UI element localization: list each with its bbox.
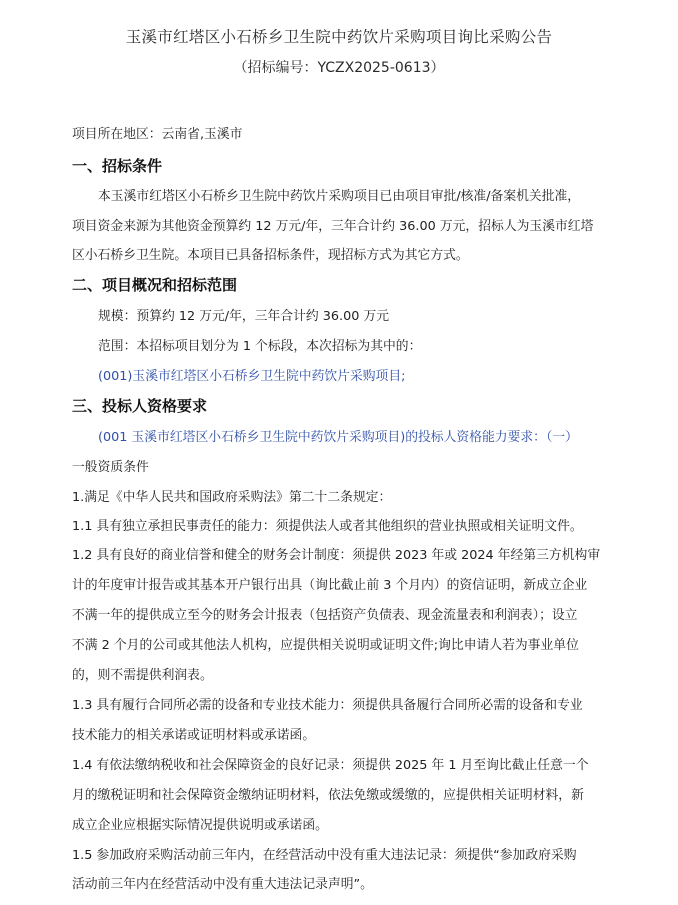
qualification-intro: [98, 429, 578, 447]
bid-number: （招标编号：YCZX2025-0613）: [233, 60, 445, 76]
qualification-line: 1.4 有依法缴纳税收和社会保障资金的良好记录：须提供 2025 年 1 月至询比截止任意一个: [72, 758, 589, 773]
project-location: 项目所在地区：云南省,玉溪市: [72, 127, 243, 142]
qualification-line: 月的缴税证明和社会保障资金缴纳证明材料，依法免缴或缓缴的，应提供相关证明材料，新: [72, 788, 584, 803]
qualification-line: 1.5 参加政府采购活动前三年内，在经营活动中没有重大违法记录：须提供“参加政府采购: [72, 848, 577, 863]
section-heading-overview: 二、项目概况和招标范围: [72, 276, 238, 294]
conditions-line-3: 区小石桥乡卫生院。本项目已具备招标条件，现招标方式为其它方式。: [72, 248, 469, 263]
qualification-line: 成立企业应根据实际情况提供说明或承诺函。: [72, 818, 328, 833]
qualification-line: 计的年度审计报告或其基本开户银行出具（询比截止前 3 个月内）的资信证明，新成立企业: [72, 578, 588, 593]
conditions-line-1: 本玉溪市红塔区小石桥乡卫生院中药饮片采购项目已由项目审批/核准/备案机关批准，: [98, 189, 581, 204]
section-heading-conditions: 一、招标条件: [72, 157, 163, 175]
qualification-line: 的，则不需提供利润表。: [72, 668, 213, 683]
qualification-line: 1.2 具有良好的商业信誉和健全的财务会计制度：须提供 2023 年或 2024 年经第三方机构审: [72, 548, 601, 563]
qualification-line: 技术能力的相关承诺或证明材料或承诺函。: [72, 728, 316, 743]
qualification-line: 一般资质条件: [72, 460, 149, 475]
project-scope: 范围：本招标项目划分为 1 个标段，本次招标为其中的：: [98, 339, 422, 354]
lot-reference-link[interactable]: (001 玉溪市红塔区小石桥乡卫生院中药饮片采购项目)的投标人资格能力要求：（一）: [98, 430, 578, 445]
qualification-line: 不满 2 个月的公司或其他法人机构，应提供相关说明或证明文件;询比申请人若为事业单位: [72, 638, 579, 653]
qualification-line: 不满一年的提供成立至今的财务会计报表（包括资产负债表、现金流量表和利润表）；设立: [72, 608, 578, 623]
qualification-line: 活动前三年内在经营活动中没有重大违法记录声明”。: [72, 877, 373, 892]
qualification-line: 1.3 具有履行合同所必需的设备和专业技术能力：须提供具备履行合同所必需的设备和专业: [72, 698, 583, 713]
section-heading-qualifications: 三、投标人资格要求: [72, 397, 208, 415]
qualification-line: 1.满足《中华人民共和国政府采购法》第二十二条规定：: [72, 490, 392, 505]
qualification-line: 1.1 具有独立承担民事责任的能力：须提供法人或者其他组织的营业执照或相关证明文件。: [72, 519, 583, 534]
lot-link[interactable]: (001)玉溪市红塔区小石桥乡卫生院中药饮片采购项目;: [98, 369, 406, 384]
project-scale: 规模：预算约 12 万元/年，三年合计约 36.00 万元: [98, 309, 390, 324]
conditions-line-2: 项目资金来源为其他资金预算约 12 万元/年，三年合计约 36.00 万元，招标人为玉溪市红塔: [72, 219, 594, 234]
page-title: 玉溪市红塔区小石桥乡卫生院中药饮片采购项目询比采购公告: [125, 28, 553, 46]
